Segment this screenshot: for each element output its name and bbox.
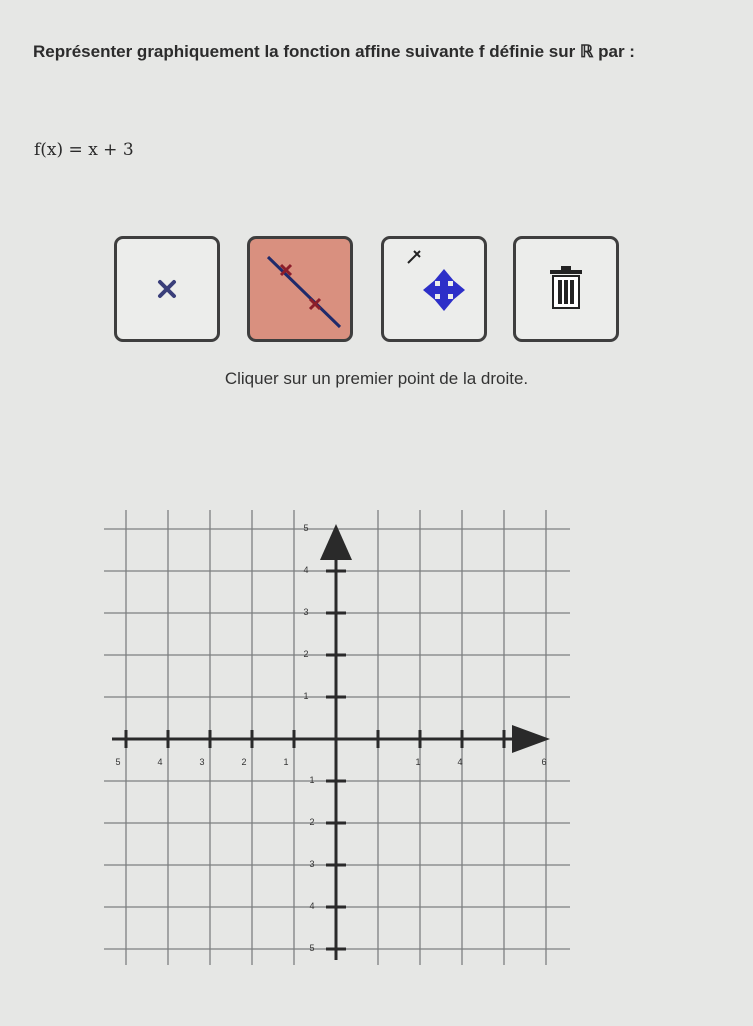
y-tick-label: 1	[303, 691, 309, 701]
x-tick-label: 1	[283, 757, 289, 767]
y-tick-label: 3	[303, 607, 309, 617]
y-tick-label: 5	[303, 523, 309, 533]
y-tick-label: 5	[309, 943, 315, 953]
x-tick-label: 1	[415, 757, 421, 767]
instruction-text: Représenter graphiquement la fonction affine suivante f définie sur ℝ par :	[33, 42, 635, 61]
y-tick-label: 4	[309, 901, 315, 911]
x-axis-arrow	[512, 725, 550, 753]
x-tick-label: 4	[457, 757, 463, 767]
y-tick-label: 4	[303, 565, 309, 575]
hint-text: Cliquer sur un premier point de la droite.	[224, 369, 529, 388]
y-tick-label: 2	[303, 649, 309, 659]
x-tick-label: 6	[541, 757, 547, 767]
x-tick-label: 2	[241, 757, 247, 767]
x-tick-label: 4	[157, 757, 163, 767]
x-tick-label: 3	[199, 757, 205, 767]
x-tick-label: 5	[115, 757, 121, 767]
function-formula: f(x) = x + 3	[34, 140, 134, 160]
y-tick-label: 1	[309, 775, 315, 785]
y-tick-label: 2	[309, 817, 315, 827]
y-tick-label: 3	[309, 859, 315, 869]
